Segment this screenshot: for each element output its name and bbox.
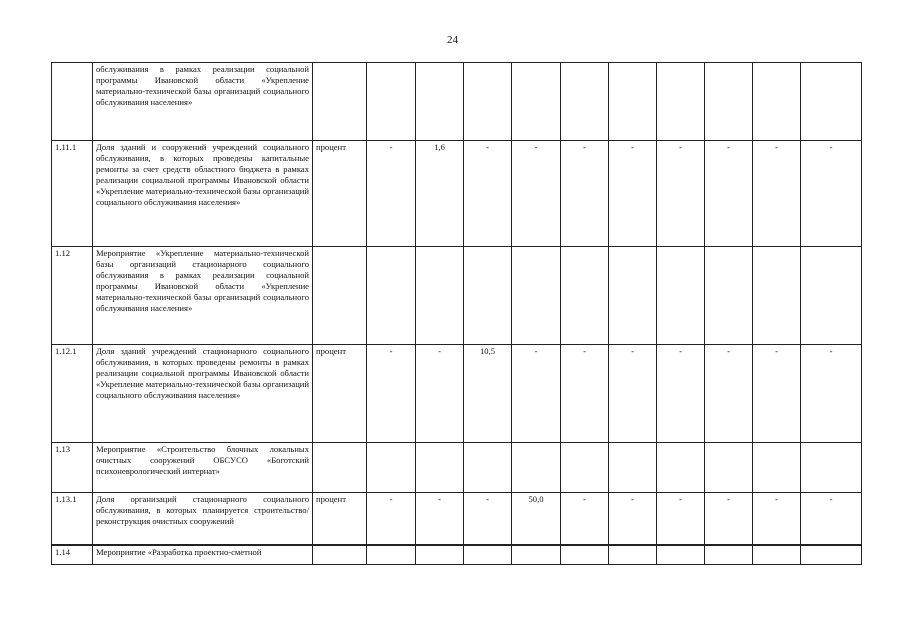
value-cell: - bbox=[609, 141, 657, 247]
value-cell: - bbox=[753, 345, 801, 443]
value-cell bbox=[657, 247, 705, 345]
value-cell bbox=[512, 443, 561, 493]
value-cell: - bbox=[657, 493, 705, 545]
value-cell: - bbox=[367, 345, 416, 443]
value-cell bbox=[609, 443, 657, 493]
value-cell bbox=[512, 247, 561, 345]
value-cell: - bbox=[609, 493, 657, 545]
value-cell: - bbox=[801, 141, 862, 247]
value-cell bbox=[561, 545, 609, 565]
value-cell bbox=[657, 443, 705, 493]
unit-cell bbox=[313, 247, 367, 345]
value-cell bbox=[609, 545, 657, 565]
value-cell: - bbox=[464, 493, 512, 545]
row-number-cell: 1.11.1 bbox=[52, 141, 93, 247]
value-cell: 50,0 bbox=[512, 493, 561, 545]
value-cell bbox=[561, 247, 609, 345]
value-cell bbox=[416, 247, 464, 345]
value-cell bbox=[753, 545, 801, 565]
value-cell: - bbox=[801, 345, 862, 443]
value-cell: - bbox=[705, 345, 753, 443]
value-cell bbox=[416, 63, 464, 141]
table-row bbox=[52, 63, 862, 141]
value-cell: 10,5 bbox=[464, 345, 512, 443]
value-cell bbox=[367, 545, 416, 565]
unit-cell bbox=[313, 63, 367, 141]
value-cell bbox=[801, 545, 862, 565]
value-cell bbox=[464, 63, 512, 141]
value-cell: - bbox=[657, 345, 705, 443]
value-cell bbox=[416, 545, 464, 565]
row-number-cell: 1.14 bbox=[52, 545, 93, 565]
value-cell: - bbox=[657, 141, 705, 247]
indicator-description-cell: Мероприятие «Разработка проектно-сметной bbox=[93, 545, 313, 565]
value-cell bbox=[657, 545, 705, 565]
indicator-description-cell: Доля зданий учреждений стационарного социального обслуживания, в которых проведены ремонты в рамках реализации социальной программы Ивановской области «Укрепление материально-технической базы организаций социального обслуживания населения» bbox=[93, 345, 313, 443]
value-cell: 1,6 bbox=[416, 141, 464, 247]
page-number: 24 bbox=[447, 34, 458, 46]
value-cell bbox=[367, 443, 416, 493]
row-number-cell: 1.13 bbox=[52, 443, 93, 493]
value-cell bbox=[657, 63, 705, 141]
indicator-description-cell: Мероприятие «Строительство блочных локальных очистных сооружений ОБСУСО «Боготский психоневрологический интернат» bbox=[93, 443, 313, 493]
table-row bbox=[52, 545, 862, 565]
table-row bbox=[52, 345, 862, 443]
value-cell bbox=[561, 63, 609, 141]
value-cell bbox=[464, 247, 512, 345]
row-number-cell: 1.12.1 bbox=[52, 345, 93, 443]
value-cell bbox=[705, 545, 753, 565]
indicator-description-cell: Мероприятие «Укрепление материально-технической базы организаций стационарного социального обслуживания в рамках реализации социальной программы Ивановской области «Укрепление материально-технической базы организаций социального обслуживания населения» bbox=[93, 247, 313, 345]
indicator-description-cell: Доля организаций стационарного социального обслуживания, в которых планируется строительство/реконструкция очистных сооружений bbox=[93, 493, 313, 545]
value-cell bbox=[705, 247, 753, 345]
value-cell bbox=[416, 443, 464, 493]
value-cell bbox=[367, 247, 416, 345]
value-cell: - bbox=[705, 141, 753, 247]
value-cell: - bbox=[512, 345, 561, 443]
value-cell bbox=[705, 443, 753, 493]
value-cell bbox=[801, 443, 862, 493]
value-cell bbox=[753, 443, 801, 493]
value-cell bbox=[801, 247, 862, 345]
value-cell bbox=[801, 63, 862, 141]
indicator-description-cell: Доля зданий и сооружений учреждений социального обслуживания, в которых проведены капитальные ремонты за счет средств областного бюджета в рамках реализации социальной программы Ивановской области «Укрепление материально-технической базы организаций социального обслуживания населения» bbox=[93, 141, 313, 247]
value-cell: - bbox=[561, 141, 609, 247]
unit-cell: процент bbox=[313, 141, 367, 247]
unit-cell: процент bbox=[313, 493, 367, 545]
value-cell bbox=[753, 63, 801, 141]
value-cell: - bbox=[753, 493, 801, 545]
row-number-cell: 1.13.1 bbox=[52, 493, 93, 545]
table-row bbox=[52, 443, 862, 493]
value-cell: - bbox=[561, 493, 609, 545]
value-cell: - bbox=[801, 493, 862, 545]
value-cell: - bbox=[416, 493, 464, 545]
unit-cell bbox=[313, 443, 367, 493]
value-cell: - bbox=[464, 141, 512, 247]
table-row bbox=[52, 247, 862, 345]
unit-cell: процент bbox=[313, 345, 367, 443]
value-cell bbox=[561, 443, 609, 493]
indicators-table bbox=[51, 62, 862, 565]
unit-cell bbox=[313, 545, 367, 565]
row-number-cell bbox=[52, 63, 93, 141]
value-cell: - bbox=[367, 493, 416, 545]
row-number-cell: 1.12 bbox=[52, 247, 93, 345]
value-cell: - bbox=[705, 493, 753, 545]
table-row bbox=[52, 493, 862, 545]
value-cell bbox=[753, 247, 801, 345]
value-cell: - bbox=[512, 141, 561, 247]
value-cell bbox=[512, 63, 561, 141]
value-cell: - bbox=[416, 345, 464, 443]
value-cell: - bbox=[609, 345, 657, 443]
value-cell bbox=[705, 63, 753, 141]
table-row bbox=[52, 141, 862, 247]
indicator-description-cell: обслуживания в рамках реализации социальной программы Ивановской области «Укрепление материально-технической базы организаций социального обслуживания населения» bbox=[93, 63, 313, 141]
value-cell bbox=[367, 63, 416, 141]
value-cell bbox=[464, 545, 512, 565]
value-cell: - bbox=[367, 141, 416, 247]
value-cell: - bbox=[753, 141, 801, 247]
value-cell bbox=[609, 247, 657, 345]
value-cell: - bbox=[561, 345, 609, 443]
value-cell bbox=[464, 443, 512, 493]
value-cell bbox=[609, 63, 657, 141]
value-cell bbox=[512, 545, 561, 565]
